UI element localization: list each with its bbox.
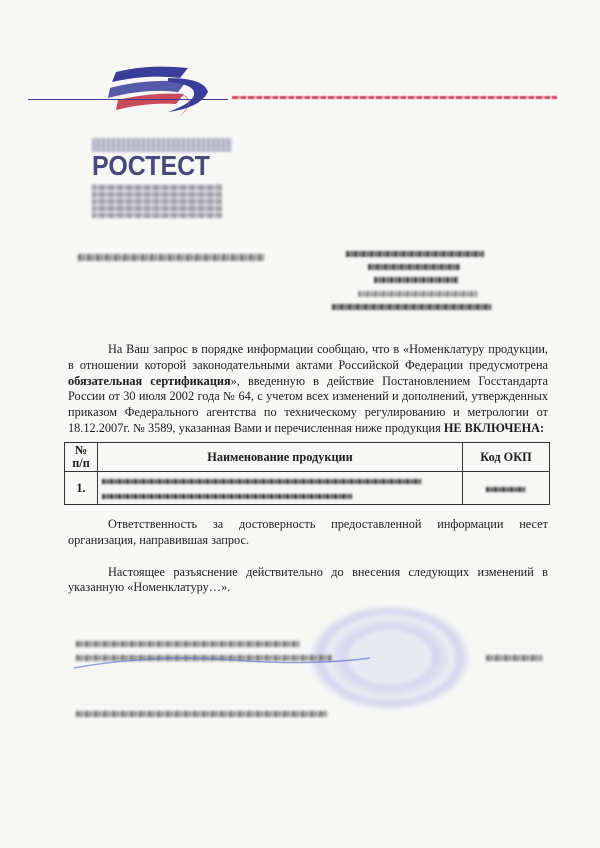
executor-contact-redacted: [76, 711, 328, 717]
row-product-name-redacted: [98, 472, 463, 505]
closing-paragraphs: [68, 517, 548, 612]
header-okp-code: Код ОКП: [463, 443, 550, 472]
responsibility-note: Ответственность за достоверность предоставленной информации несет организация, направившая запрос.: [68, 517, 548, 547]
signature-stroke: [72, 652, 372, 674]
addressee-block-redacted: [328, 249, 498, 319]
intro-verdict: НЕ ВКЛЮЧЕНА:: [443, 420, 545, 435]
signatory-name-redacted: [486, 655, 542, 661]
validity-note: Настоящее разъяснение действительно до внесения следующих изменений в указанную «Номенклатуру…».: [68, 564, 548, 595]
header-org-line-redacted: [232, 93, 557, 103]
row-number: 1.: [65, 472, 98, 505]
intro-bold-term: обязательная сертификация: [68, 373, 231, 388]
intro-continuation: », введенную в действие Постановлением Госстандарта России от 30 июля 2002 года № 64, с учетом всех изменений и дополнений, утвержденных приказом Федерального агентства по техническому регулированию и метрологии от 18.12.2007г. № 3589, указанная Вами и перечисленная ниже продукция: [68, 373, 548, 435]
row-okp-code-redacted: [463, 472, 550, 505]
letter-body: [68, 342, 548, 437]
header-number: № п/п: [65, 443, 98, 472]
letter-date-number-redacted: [78, 254, 264, 261]
table-row: [65, 472, 550, 505]
brand-name: РОСТЕСТ: [92, 150, 210, 182]
header-product-name: Наименование продукции: [98, 443, 463, 472]
header-rule: [28, 99, 228, 100]
intro-text: На Ваш запрос в порядке информации сообщаю, что в «Номенклатуру продукции, в отношении которой законодательными актами Российской Федерации предусмотрена: [68, 342, 548, 372]
products-table: [64, 442, 550, 505]
signatory-title-redacted: [76, 641, 300, 647]
rostest-flag-logo: [108, 62, 218, 124]
brand-address-redacted: [92, 184, 222, 218]
